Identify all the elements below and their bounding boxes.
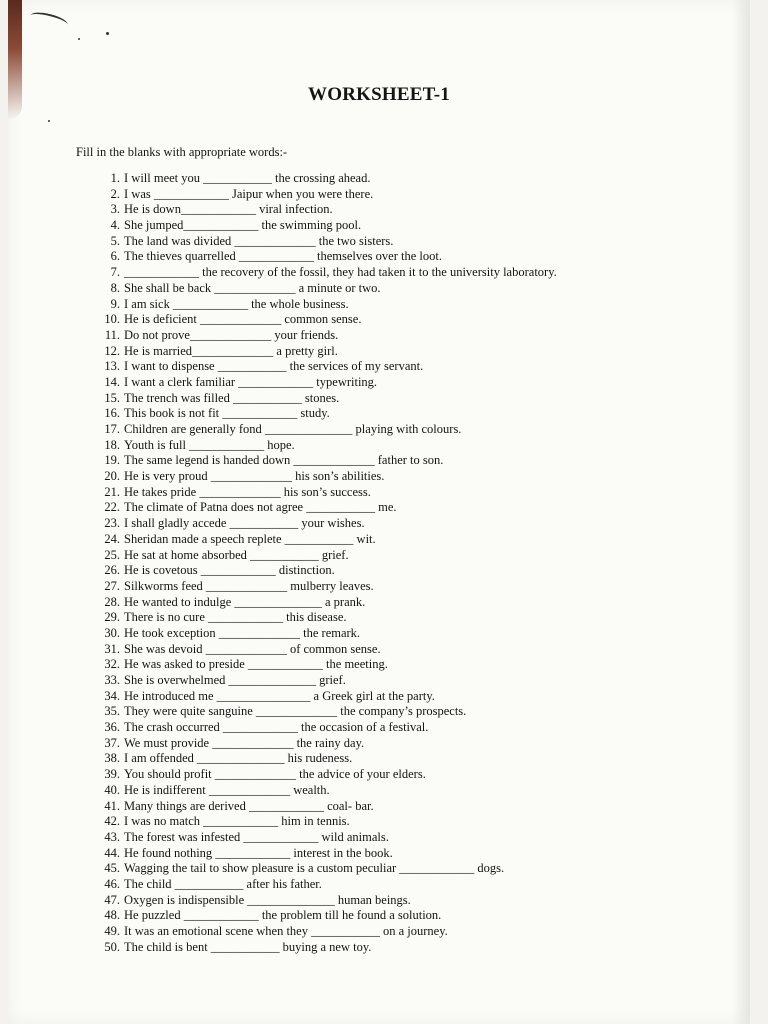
question-number: 42. — [104, 814, 120, 829]
question-text: He is married_____________ a pretty girl. — [124, 343, 338, 358]
question-text: He is deficient _____________ common sense. — [124, 312, 362, 327]
question-text: I shall gladly accede ___________ your wishes. — [124, 516, 365, 531]
question-item — [94, 234, 654, 250]
question-number: 19. — [104, 453, 120, 468]
question-text: The same legend is handed down _____________ father to son. — [124, 453, 444, 468]
question-item — [94, 202, 654, 218]
question-text: He takes pride _____________ his son’s success. — [124, 484, 371, 499]
question-text: The crash occurred ____________ the occasion of a festival. — [124, 720, 429, 735]
question-number: 47. — [104, 892, 120, 907]
question-item — [94, 767, 654, 783]
question-text: This book is not fit ____________ study. — [124, 406, 330, 421]
question-number: 23. — [104, 516, 120, 531]
question-text: Children are generally fond ______________ playing with colours. — [124, 422, 462, 436]
question-text: He is down____________ viral infection. — [124, 202, 333, 217]
question-number: 41. — [104, 798, 120, 813]
question-number: 38. — [104, 751, 120, 766]
question-number: 3. — [110, 202, 120, 217]
question-item — [94, 532, 654, 548]
question-item — [94, 297, 654, 313]
question-text: The climate of Patna does not agree ___________ me. — [124, 500, 397, 515]
question-number: 49. — [104, 924, 120, 938]
question-item — [94, 704, 654, 720]
question-number: 34. — [104, 688, 120, 703]
question-item — [94, 265, 654, 281]
question-number: 5. — [110, 233, 120, 248]
question-text: She shall be back _____________ a minute or two. — [124, 280, 381, 295]
question-text: I am offended ______________ his rudeness. — [124, 751, 353, 766]
question-item — [94, 500, 654, 516]
question-number: 44. — [104, 845, 120, 860]
question-number: 16. — [104, 406, 120, 421]
question-item — [94, 375, 654, 391]
question-text: He sat at home absorbed ___________ grief. — [124, 547, 349, 562]
question-text: Many things are derived ____________ coal- bar. — [124, 798, 374, 813]
question-number: 27. — [104, 578, 120, 593]
question-item — [94, 438, 654, 454]
question-number: 4. — [110, 218, 120, 233]
question-item — [94, 908, 654, 924]
question-item — [94, 720, 654, 736]
question-number: 6. — [110, 249, 120, 264]
question-text: He wanted to indulge ______________ a prank. — [124, 594, 366, 609]
question-item — [94, 469, 654, 485]
ink-dot — [106, 32, 109, 35]
question-number: 37. — [104, 735, 120, 750]
question-item — [94, 657, 654, 673]
question-number: 8. — [110, 280, 120, 295]
question-item — [94, 940, 654, 956]
worksheet-instruction: Fill in the blanks with appropriate words:- — [76, 145, 288, 159]
question-number: 18. — [104, 437, 120, 452]
question-number: 15. — [104, 390, 120, 405]
question-number: 14. — [104, 374, 120, 389]
question-item — [94, 563, 654, 579]
question-number: 30. — [104, 625, 120, 640]
question-number: 17. — [104, 422, 120, 436]
question-number: 22. — [104, 500, 120, 515]
question-text: Oxygen is indispensible ______________ human beings. — [124, 892, 411, 907]
question-number: 2. — [110, 186, 120, 201]
question-item — [94, 187, 654, 203]
question-item — [94, 877, 654, 893]
question-item — [94, 799, 654, 815]
question-text: The child ___________ after his father. — [124, 876, 322, 891]
pen-mark — [29, 10, 69, 31]
question-text: The thieves quarrelled ____________ themselves over the loot. — [124, 249, 442, 264]
question-text: They were quite sanguine _____________ the company’s prospects. — [124, 704, 467, 719]
question-number: 20. — [104, 469, 120, 484]
question-item — [94, 516, 654, 532]
question-item — [94, 453, 654, 469]
question-item — [94, 595, 654, 611]
question-number: 45. — [104, 861, 120, 876]
question-item — [94, 751, 654, 767]
question-text: The forest was infested ____________ wild animals. — [124, 829, 389, 844]
question-text: I want to dispense ___________ the services of my servant. — [124, 359, 424, 374]
question-number: 12. — [104, 343, 120, 358]
question-text: He is covetous ____________ distinction. — [124, 563, 335, 578]
question-item — [94, 359, 654, 375]
question-text: I will meet you ___________ the crossing ahead. — [124, 171, 371, 185]
question-item — [94, 249, 654, 265]
question-text: She was devoid _____________ of common sense. — [124, 641, 381, 656]
question-text: He introduced me _______________ a Greek girl at the party. — [124, 688, 435, 703]
question-number: 35. — [104, 704, 120, 719]
question-item — [94, 281, 654, 297]
question-item — [94, 783, 654, 799]
question-item — [94, 391, 654, 407]
question-number: 9. — [110, 296, 120, 311]
question-list — [94, 171, 654, 955]
question-text: She jumped____________ the swimming pool. — [124, 218, 362, 233]
question-number: 21. — [104, 484, 120, 499]
question-item — [94, 846, 654, 862]
question-text: He took exception _____________ the remark. — [124, 625, 361, 640]
question-text: The child is bent ___________ buying a new toy. — [124, 939, 372, 954]
question-item — [94, 548, 654, 564]
question-item — [94, 610, 654, 626]
question-text: I am sick ____________ the whole business. — [124, 296, 349, 311]
question-number: 36. — [104, 720, 120, 735]
question-item — [94, 736, 654, 752]
question-text: He puzzled ____________ the problem till he found a solution. — [124, 908, 442, 923]
ink-dot — [78, 38, 80, 40]
question-text: Sheridan made a speech replete ___________ wit. — [124, 531, 376, 546]
question-item — [94, 312, 654, 328]
question-text: We must provide _____________ the rainy day. — [124, 735, 365, 750]
question-text: Silkworms feed _____________ mulberry leaves. — [124, 578, 374, 593]
question-item — [94, 485, 654, 501]
question-item — [94, 328, 654, 344]
question-text: It was an emotional scene when they ___________ on a journey. — [124, 924, 448, 938]
worksheet-title: WORKSHEET-1 — [308, 84, 450, 105]
question-item — [94, 814, 654, 830]
question-number: 43. — [104, 829, 120, 844]
question-number: 10. — [104, 312, 120, 327]
question-text: Youth is full ____________ hope. — [124, 437, 295, 452]
question-item — [94, 218, 654, 234]
question-number: 46. — [104, 876, 120, 891]
question-text: The land was divided _____________ the two sisters. — [124, 233, 394, 248]
question-text: You should profit _____________ the advice of your elders. — [124, 767, 426, 782]
question-number: 7. — [110, 265, 120, 280]
question-number: 1. — [110, 171, 120, 185]
question-text: She is overwhelmed ______________ grief. — [124, 673, 346, 687]
question-number: 48. — [104, 908, 120, 923]
question-number: 28. — [104, 594, 120, 609]
ink-dot — [48, 120, 50, 122]
question-item — [94, 642, 654, 658]
question-text: Wagging the tail to show pleasure is a custom peculiar ____________ dogs. — [124, 861, 505, 876]
question-text: He was asked to preside ____________ the meeting. — [124, 657, 388, 672]
question-text: ____________ the recovery of the fossil, they had taken it to the university laboratory. — [124, 265, 557, 280]
question-text: He is indifferent _____________ wealth. — [124, 782, 330, 797]
question-text: I was ____________ Jaipur when you were there. — [124, 186, 374, 201]
question-item — [94, 673, 654, 689]
question-item — [94, 626, 654, 642]
question-item — [94, 893, 654, 909]
question-number: 32. — [104, 657, 120, 672]
page-edge-shadow — [732, 0, 750, 1024]
question-number: 11. — [104, 327, 120, 342]
question-item — [94, 344, 654, 360]
question-text: There is no cure ____________ this disease. — [124, 610, 347, 625]
question-item — [94, 689, 654, 705]
question-text: He is very proud _____________ his son’s abilities. — [124, 469, 385, 484]
question-item — [94, 171, 654, 187]
question-number: 39. — [104, 767, 120, 782]
question-number: 26. — [104, 563, 120, 578]
question-item — [94, 924, 654, 940]
question-number: 24. — [104, 531, 120, 546]
question-number: 29. — [104, 610, 120, 625]
question-number: 31. — [104, 641, 120, 656]
question-item — [94, 422, 654, 438]
worksheet-page — [8, 0, 750, 1024]
question-text: I want a clerk familiar ____________ typewriting. — [124, 374, 378, 389]
question-item — [94, 861, 654, 877]
question-text: Do not prove_____________ your friends. — [124, 327, 339, 342]
question-text: I was no match ____________ him in tennis. — [124, 814, 350, 829]
question-text: He found nothing ____________ interest in the book. — [124, 845, 393, 860]
question-item — [94, 830, 654, 846]
question-item — [94, 579, 654, 595]
question-number: 40. — [104, 782, 120, 797]
question-number: 33. — [104, 673, 120, 687]
question-number: 25. — [104, 547, 120, 562]
question-number: 50. — [104, 939, 120, 954]
question-text: The trench was filled ___________ stones. — [124, 390, 340, 405]
question-item — [94, 406, 654, 422]
question-number: 13. — [104, 359, 120, 374]
